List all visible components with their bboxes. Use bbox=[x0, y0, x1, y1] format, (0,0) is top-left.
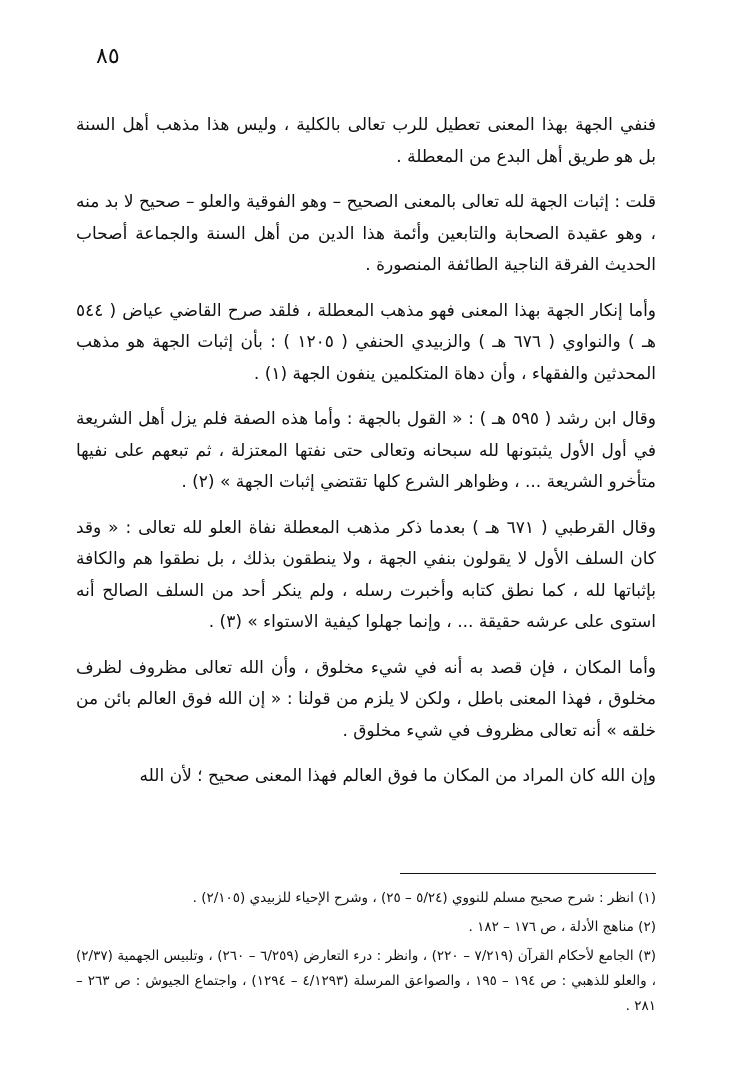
footnote-3: (٣) الجامع لأحكام القرآن (٧/٢١٩ – ٢٢٠) ، وانظر : درء التعارض (٦/٢٥٩ – ٢٦٠) ، وتلبيس الجهمية (٢/٣٧) ، والعلو للذهبي : ص ١٩٤ – ١٩٥ ، والصواعق المرسلة (٤/١٢٩٣ – ١٢٩٤) ، واجتماع الجيوش : ص ٢٦٣ – ٢٨١ . bbox=[76, 948, 656, 1014]
footnote-1: (١) انظر : شرح صحيح مسلم للنووي (٥/٢٤ – ٢٥) ، وشرح الإحياء للزبيدي (٢/١٠٥) . bbox=[192, 890, 656, 906]
paragraph-6: وأما المكان ، فإن قصد به أنه في شيء مخلوق ، وأن الله تعالى مظروف لظرف مخلوق ، فهذا المعنى باطل ، ولكن لا يلزم من قولنا : « إن الله فوق العالم بائن من خلقه » أنه تعالى مظروف في شيء مخلوق . bbox=[76, 657, 656, 741]
paragraph-7: وإن الله كان المراد من المكان ما فوق العالم فهذا المعنى صحيح ؛ لأن الله bbox=[139, 766, 656, 786]
footnotes bbox=[76, 886, 656, 1023]
paragraph-4: وقال ابن رشد ( ٥٩٥ هـ ) : « القول بالجهة : وأما هذه الصفة فلم يزل أهل الشريعة في أول الأول يثبتونها لله سبحانه وتعالى حتى نفتها المعتزلة ، ثم تبعهم على نفيها متأخرو الشريعة ... ، وظواهر الشرع كلها تقتضي إثبات الجهة » (٢) . bbox=[76, 409, 656, 492]
page-number: ٨٥ bbox=[96, 44, 120, 69]
footnote-2: (٢) مناهج الأدلة ، ص ١٧٦ – ١٨٢ . bbox=[468, 919, 656, 935]
paragraph-2: قلت : إثبات الجهة لله تعالى بالمعنى الصحيح – وهو الفوقية والعلو – صحيح لا بد منه ، وهو عقيدة الصحابة والتابعين وأئمة هذا الدين من أهل السنة والجماعة أصحاب الحديث الفرقة الناجية الطائفة المنصورة . bbox=[76, 192, 656, 275]
paragraph-3: وأما إنكار الجهة بهذا المعنى فهو مذهب المعطلة ، فلقد صرح القاضي عياض ( ٥٤٤ هـ ) والنواوي ( ٦٧٦ هـ ) والزبيدي الحنفي ( ١٢٠٥ ) : بأن إثبات الجهة هو مذهب المحدثين والفقهاء ، وأن دهاة المتكلمين ينفون الجهة (١) . bbox=[76, 300, 656, 384]
paragraph-1: فنفي الجهة بهذا المعنى تعطيل للرب تعالى بالكلية ، وليس هذا مذهب أهل السنة بل هو طريق أهل البدع من المعطلة . bbox=[76, 115, 656, 167]
footnote-divider bbox=[400, 873, 656, 874]
paragraph-5: وقال القرطبي ( ٦٧١ هـ ) بعدما ذكر مذهب المعطلة نفاة العلو لله تعالى : « وقد كان السلف الأول لا يقولون بنفي الجهة ، ولا ينطقون بذلك ، بل نطقوا هم والكافة بإثباتها لله ، كما نطق كتابه وأخبرت رسله ، ولم ينكر أحد من السلف الصالح أنه استوى على عرشه حقيقة ... ، وإنما جهلوا كيفية الاستواء » (٣) . bbox=[76, 517, 656, 632]
main-text bbox=[76, 110, 656, 807]
